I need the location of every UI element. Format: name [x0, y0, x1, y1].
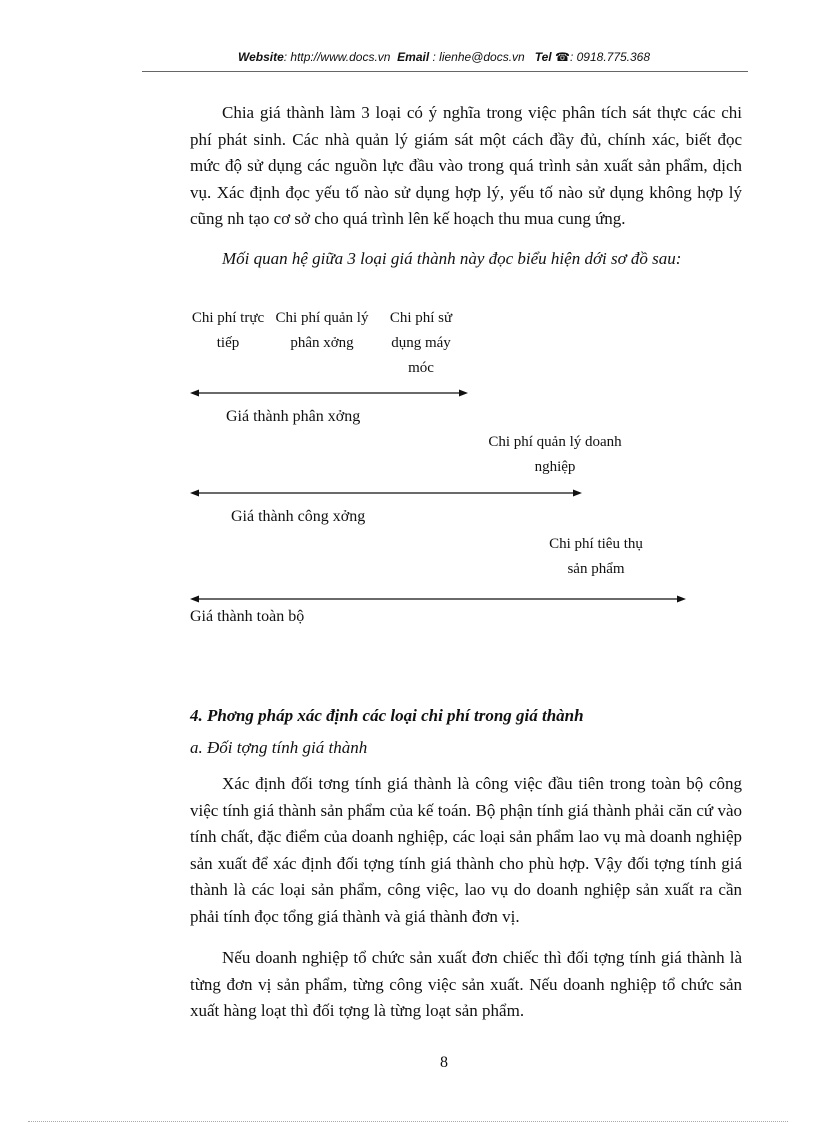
page-header	[140, 50, 748, 64]
arrow-factory-cost	[190, 488, 582, 498]
arrow-workshop-cost	[190, 388, 468, 398]
phone-icon: ☎	[555, 50, 570, 64]
paragraph-object: Xác định đối tơng tính giá thành là công việc đầu tiên trong toàn bộ công việc tính giá thành sản phẩm của kế toán. Bộ phận tính giá thành phải căn cứ vào tính chất, đặc điểm của doanh nghiệp, các loại sản phẩm lao vụ mà doanh nghiệp sản xuất để xác định đối tợng tính giá thành cho phù hợp. Vậy đối tợng tính giá thành là các loại sản phẩm, công việc, lao vụ do doanh nghiệp sản xuất ra cần phải tính đọc tổng giá thành và giá thành đơn vị.	[190, 774, 742, 926]
website-label: Website	[237, 50, 284, 64]
subsection-heading: a. Đối tợng tính giá thành	[190, 738, 368, 757]
arrow-total-cost	[190, 594, 686, 604]
paragraph-intro: Chia giá thành làm 3 loại có ý nghĩa trong việc phân tích sát thực các chi phí phát sinh. Các nhà quản lý giám sát một cách đầy đủ, chính xác, biết đọc mức độ sử dụng các nguồn lực đầu vào trong quá trình sản xuất sản phẩm, dịch vụ. Xác định đọc yếu tố nào sử dụng hợp lý, yếu tố nào sử dụng không hợp lý cũng nh tạo cơ sở cho quá trình lên kế hoạch thu mua cung ứng.	[190, 103, 742, 228]
header-rule	[142, 71, 748, 72]
cost-direct: Chi phí trực tiếp	[191, 310, 265, 351]
tel-label: Tel	[534, 50, 552, 64]
tel-value: : 0918.775.368	[569, 50, 651, 64]
cost-machinery: Chi phí sử dụng máy móc	[389, 310, 453, 376]
cost-workshop-management: Chi phí quản lý phân xởng	[275, 310, 369, 351]
label-total-cost: Giá thành toàn bộ	[190, 608, 305, 625]
email-label: Email	[397, 50, 430, 64]
label-factory-cost: Giá thành công xởng	[231, 508, 366, 525]
label-workshop-cost: Giá thành phân xởng	[226, 408, 361, 425]
email-value: : lienhe@docs.vn	[429, 50, 525, 64]
website-value: : http://www.docs.vn	[283, 50, 391, 64]
paragraph-production: Nếu doanh nghiệp tổ chức sản xuất đơn chiếc thì đối tợng tính giá thành là từng đơn vị sản phẩm, từng công việc sản xuất. Nếu doanh nghiệp tổ chức sản xuất hàng loạt thì đối tợng là từng loạt sản phẩm.	[190, 948, 742, 1020]
cost-sales: Chi phí tiêu thụ sản phẩm	[549, 536, 643, 577]
page-number: 8	[440, 1054, 448, 1071]
diagram-intro: Mối quan hệ giữa 3 loại giá thành này đọc biểu hiện dới sơ đồ sau:	[222, 249, 682, 268]
footer-rule	[28, 1121, 788, 1122]
cost-enterprise-management: Chi phí quản lý doanh nghiệp	[488, 434, 622, 475]
section-heading: 4. Phơng pháp xác định các loại chi phí trong giá thành	[190, 706, 584, 725]
